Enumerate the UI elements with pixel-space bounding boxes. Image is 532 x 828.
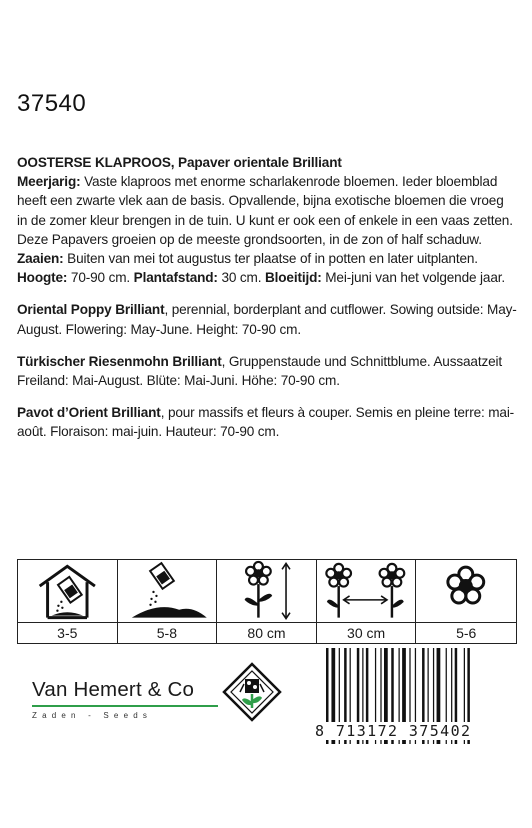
german-text: , Gruppenstaude und Schnittblume. Aussaatzeit Freiland: Mai-August. Blüte: Mai-Juni. Höhe: 70-90 cm.	[17, 353, 503, 389]
plant-height-value: 80 cm	[247, 625, 286, 641]
meerjarig-label: Meerjarig:	[17, 174, 81, 190]
meerjarig-text: Vaste klaproos met enorme scharlakenrode bloemen. Ieder bloemblad heeft een zwarte vlek aan de basis. Opvallende, bijna exotische bloemen die vroeg in de zomer kleur brengen in de tuin. U kunt er ook een of enkele in een vaas zetten. Deze Papavers groeien op de meeste grondsoorten, in de zon of half schaduw.	[17, 174, 513, 247]
brand-logo-icon	[222, 662, 282, 722]
product-code: 37540	[17, 90, 87, 117]
plant-spacing-value: 30 cm	[347, 625, 386, 641]
english-label: Oriental Poppy Brilliant	[17, 302, 165, 318]
barcode-number: 8 713172 375402	[315, 722, 472, 740]
french-description	[17, 403, 517, 441]
zaaien-text: Buiten van mei tot augustus ter plaatse of in potten en later uitplanten.	[63, 251, 478, 267]
bloeitijd-label: Bloeitijd:	[264, 270, 322, 286]
flowering-icon	[416, 560, 516, 623]
french-text: , pour massifs et fleurs à couper. Semis en pleine terre: mai-août. Floraison: mai-juin. Hauteur: 70-90 cm.	[17, 405, 515, 440]
german-label: Türkischer Riesenmohn Brilliant	[17, 353, 222, 369]
icon-cell-spacing	[317, 560, 417, 643]
german-description	[17, 352, 517, 390]
icon-cell-flowering	[416, 560, 516, 643]
brand-tagline: Zaden - Seeds	[32, 711, 153, 720]
icon-cell-sow-glass	[18, 560, 118, 643]
sow-under-glass-months: 3-5	[57, 625, 78, 641]
dutch-title: OOSTERSE KLAPROOS, Papaver orientale Brilliant	[17, 155, 342, 170]
sow-outdoors-months: 5-8	[156, 625, 177, 641]
brand-name: Van Hemert & Co	[32, 678, 195, 701]
plant-spacing-icon	[317, 560, 416, 623]
hoogte-label: Hoogte:	[17, 270, 68, 286]
sow-under-glass-icon	[18, 560, 117, 623]
hoogte-text: 70-90 cm.	[67, 270, 134, 286]
sowing-icons-strip	[17, 559, 517, 644]
plantafstand-label: Plantafstand:	[133, 270, 218, 286]
plantafstand-text: 30 cm.	[217, 270, 265, 286]
description	[17, 153, 517, 455]
english-text: , perennial, borderplant and cutflower. Sowing outside: May-August. Flowering: May-June. Height: 70-90 cm.	[17, 302, 517, 337]
zaaien-label: Zaaien:	[17, 251, 64, 267]
bloeitijd-text: Mei-juni van het volgende jaar.	[321, 270, 505, 286]
sow-outdoors-icon	[118, 560, 217, 623]
icon-cell-sow-outdoors	[118, 560, 218, 643]
french-label: Pavot d’Orient Brilliant	[17, 405, 161, 421]
icon-cell-height	[217, 560, 317, 643]
brand-underline	[32, 705, 218, 707]
plant-height-icon	[217, 560, 316, 623]
english-description	[17, 300, 517, 338]
dutch-description	[17, 153, 517, 287]
flowering-months: 5-6	[456, 625, 477, 641]
